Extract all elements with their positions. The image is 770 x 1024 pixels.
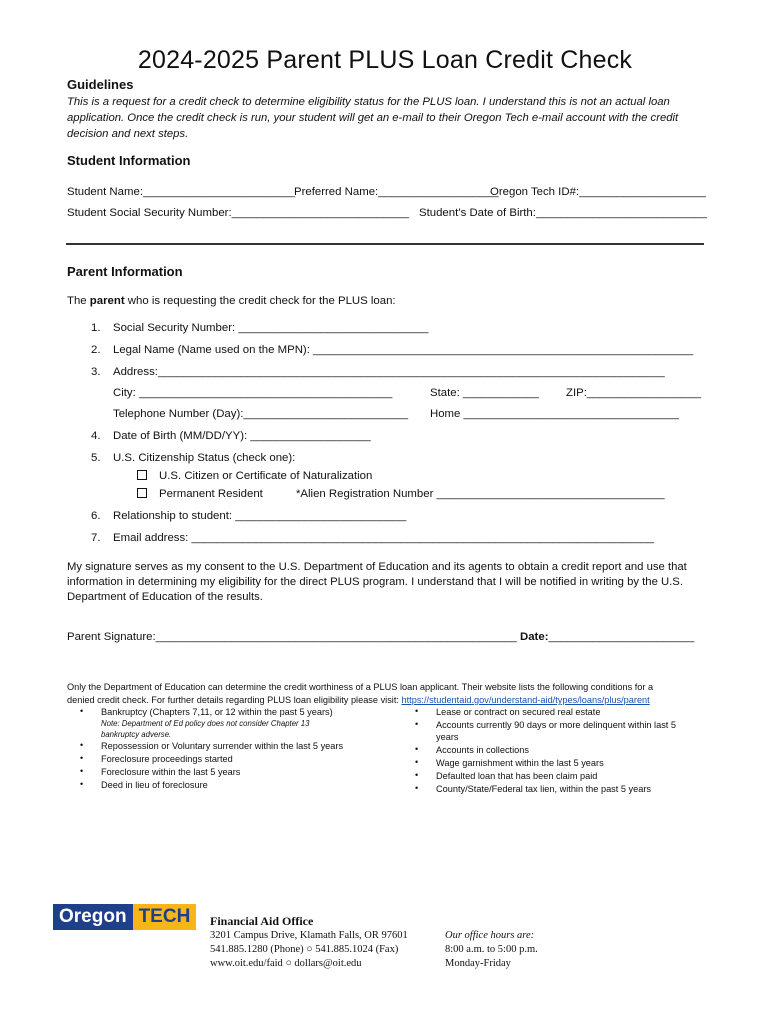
bullet-icon: • <box>80 766 84 776</box>
condition-delinquent: Accounts currently 90 days or more delinquent within last 5 <box>436 720 677 730</box>
parent-intro-pre: The <box>67 295 90 307</box>
parent-legal-name-field[interactable]: Legal Name (Name used on the MPN): ____________________________________________________________ <box>113 344 694 356</box>
permanent-resident-label: Permanent Resident <box>159 488 263 500</box>
eligibility-note-text: denied credit check. For further details regarding PLUS loan eligibility please visit: <box>67 695 402 705</box>
student-dob-label: Student’s Date of Birth: <box>419 207 536 219</box>
item-number-7: 7. <box>91 532 101 544</box>
date-field[interactable] <box>520 631 694 643</box>
consent-statement: My signature serves as my consent to the U.S. Department of Education and its agents to obtain a credit report and use that information in determining my eligibility for the direct PLUS program. I understand that I will be notified in writing by the U.S. Department of Education of the results. <box>67 561 687 603</box>
zip-field[interactable]: ZIP:__________________ <box>566 387 701 399</box>
guidelines-text: This is a request for a credit check to determine eligibility status for the PLUS loan. I understand this is not an actual loan application. Once the credit check is run, your student will get an e-mail to their Oregon Tech e-mail account with the credit decision and next steps. <box>67 96 679 140</box>
bullet-icon: • <box>80 706 84 716</box>
office-email[interactable]: dollars@oit.edu <box>294 958 362 969</box>
item-number-3: 3. <box>91 366 101 378</box>
alien-registration-field[interactable]: *Alien Registration Number ____________________________________ <box>296 488 665 500</box>
citizen-option-label: U.S. Citizen or Certificate of Naturalization <box>159 470 373 482</box>
telephone-day-field[interactable]: Telephone Number (Day):__________________________ <box>113 408 409 420</box>
city-field[interactable]: City: ________________________________________ <box>113 387 393 399</box>
oregon-tech-id-field[interactable] <box>490 186 706 198</box>
separator-circle-icon: ○ <box>285 958 292 969</box>
condition-deed-in-lieu: Deed in lieu of foreclosure <box>101 780 208 790</box>
student-dob-line: ___________________________ <box>535 207 707 219</box>
office-web-email <box>210 958 362 969</box>
parent-intro-bold: parent <box>89 295 125 307</box>
preferred-name-field[interactable] <box>294 186 499 198</box>
item-number-6: 6. <box>91 510 101 522</box>
student-ssn-line: ____________________________ <box>231 207 409 219</box>
citizenship-label: U.S. Citizenship Status (check one): <box>113 452 296 464</box>
office-name: Financial Aid Office <box>210 914 314 928</box>
bullet-icon: • <box>80 740 84 750</box>
bullet-icon: • <box>415 719 419 729</box>
parent-info-heading: Parent Information <box>67 264 183 279</box>
bullet-icon: • <box>415 706 419 716</box>
bullet-icon: • <box>415 783 419 793</box>
office-fax: 541.885.1024 (Fax) <box>315 944 399 955</box>
parent-intro-post: who is requesting the credit check for the PLUS loan: <box>124 295 396 307</box>
oregon-tech-logo <box>53 904 196 930</box>
condition-foreclosure: Foreclosure within the last 5 years <box>101 767 241 777</box>
oregon-tech-id-label: Oregon Tech ID#: <box>490 186 580 198</box>
student-info-heading: Student Information <box>67 153 191 168</box>
checkbox-icon[interactable] <box>137 488 147 498</box>
student-ssn-field[interactable] <box>67 207 409 219</box>
bullet-icon: • <box>415 744 419 754</box>
oregon-tech-id-line: ____________________ <box>579 186 706 198</box>
parent-signature-field[interactable] <box>67 631 517 643</box>
office-hours: 8:00 a.m. to 5:00 p.m. <box>445 944 538 955</box>
condition-lease: Lease or contract on secured real estate <box>436 707 601 717</box>
bankruptcy-note-line2: bankruptcy adverse. <box>101 730 172 739</box>
item-number-2: 2. <box>91 344 101 356</box>
student-name-line: ________________________ <box>142 186 296 198</box>
citizen-option[interactable] <box>137 470 372 482</box>
preferred-name-line: ___________________ <box>378 186 499 198</box>
relationship-field[interactable]: Relationship to student: ___________________________ <box>113 510 407 522</box>
page-title: 2024-2025 Parent PLUS Loan Credit Check <box>137 46 633 74</box>
date-label: Date: <box>520 631 549 643</box>
eligibility-note-line2 <box>67 694 650 707</box>
logo-oregon: Oregon <box>53 904 133 930</box>
studentaid-link[interactable]: https://studentaid.gov/understand-aid/types/loans/plus/parent <box>401 695 650 705</box>
condition-tax-lien: County/State/Federal tax lien, within the past 5 years <box>436 784 652 794</box>
bankruptcy-note-line1: Note: Department of Ed policy does not consider Chapter 13 <box>101 719 310 728</box>
student-dob-field[interactable] <box>419 207 707 219</box>
condition-bankruptcy: Bankruptcy (Chapters 7,11, or 12 within the past 5 years) <box>101 707 333 717</box>
parent-intro <box>67 295 396 307</box>
condition-delinquent-wrap: years <box>436 732 459 742</box>
eligibility-note-line1: Only the Department of Education can determine the credit worthiness of a PLUS loan applicant. Their website lists the following conditions for a <box>67 682 654 692</box>
condition-collections: Accounts in collections <box>436 745 529 755</box>
student-name-field[interactable] <box>67 186 295 198</box>
office-hours-label: Our office hours are: <box>445 930 535 941</box>
student-ssn-label: Student Social Security Number: <box>67 207 232 219</box>
permanent-resident-option[interactable] <box>137 488 263 500</box>
guidelines-heading: Guidelines <box>67 77 134 92</box>
condition-defaulted-loan: Defaulted loan that has been claim paid <box>436 771 598 781</box>
item-number-5: 5. <box>91 452 101 464</box>
preferred-name-label: Preferred Name: <box>294 186 379 198</box>
bullet-icon: • <box>415 770 419 780</box>
parent-ssn-field[interactable]: Social Security Number: ______________________________ <box>113 322 429 334</box>
condition-wage-garnishment: Wage garnishment within the last 5 years <box>436 758 604 768</box>
signature-line: _________________________________________________________ <box>155 631 517 643</box>
section-divider <box>66 243 704 245</box>
student-name-label: Student Name: <box>67 186 143 198</box>
condition-repossession: Repossession or Voluntary surrender within the last 5 years <box>101 741 344 751</box>
logo-tech: TECH <box>133 904 197 930</box>
checkbox-icon[interactable] <box>137 470 147 480</box>
item-number-1: 1. <box>91 322 101 334</box>
office-website[interactable]: www.oit.edu/faid <box>210 958 283 969</box>
bullet-icon: • <box>80 753 84 763</box>
signature-label: Parent Signature: <box>67 631 156 643</box>
separator-circle-icon: ○ <box>306 944 313 955</box>
parent-dob-field[interactable]: Date of Birth (MM/DD/YY): ___________________ <box>113 430 371 442</box>
parent-address-field[interactable]: Address:________________________________________________________________________________ <box>113 366 665 378</box>
condition-foreclosure-started: Foreclosure proceedings started <box>101 754 233 764</box>
office-phone: 541.885.1280 (Phone) <box>210 944 304 955</box>
home-phone-field[interactable]: Home __________________________________ <box>430 408 679 420</box>
state-field[interactable]: State: ____________ <box>430 387 539 399</box>
office-phone-fax <box>210 944 398 955</box>
office-days: Monday-Friday <box>445 958 511 969</box>
bullet-icon: • <box>415 757 419 767</box>
item-number-4: 4. <box>91 430 101 442</box>
date-line: _______________________ <box>548 631 695 643</box>
office-address: 3201 Campus Drive, Klamath Falls, OR 97601 <box>210 930 408 941</box>
bullet-icon: • <box>80 779 84 789</box>
email-field[interactable]: Email address: _________________________________________________________________________ <box>113 532 654 544</box>
